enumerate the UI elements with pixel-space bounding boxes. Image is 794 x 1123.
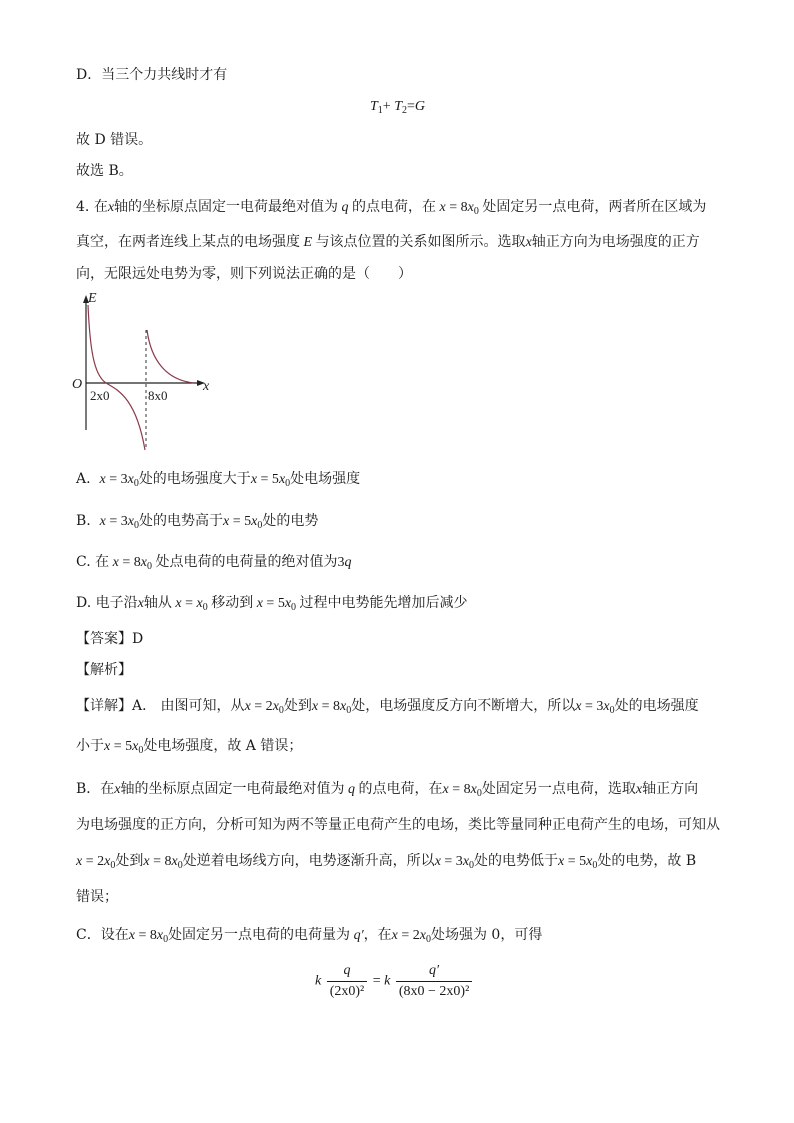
- explanation-line-6: 错误；: [76, 889, 118, 905]
- fraction-right: $\frac{q'}{\text{(8x0 − 2x0)²}}$: [396, 963, 472, 1000]
- question-4-line-2: 真空，在两者连线上某点的电场强度 E 与该点位置的关系如图所示。选取x轴正方向为电场强度的正方: [76, 234, 700, 250]
- explanation-line-3: B．在x轴的坐标原点固定一电荷最绝对值为 q 的点电荷，在$x = 8x_0$处固定另一点电荷，选取x轴正方向: [76, 781, 699, 799]
- option-c: C. 在 $x = 8x_0$ 处点电荷的电荷量的绝对值为3q: [76, 554, 352, 572]
- analysis-label: 【解析】: [76, 662, 132, 678]
- answer-label: 【答案】D: [76, 631, 144, 647]
- explanation-line-7: C．设在$x = 8x_0$处固定另一点电荷的电荷量为 q′，在$x = 2x_0$处场强为 0，可得: [76, 927, 543, 945]
- explanation-line-1: 【详解】A． 由图可知，从$x = 2x_0$处到$x = 8x_0$处，电场强度反方向不断增大，所以$x = 3x_0$处的电场强度: [76, 698, 699, 716]
- question-4-line-3: 向，无限远处电势为零，则下列说法正确的是（ ）: [76, 266, 412, 282]
- field-balance-formula: k $\frac{q}{\text{(2x0)²}}$ = k $\frac{q'}{\text{(8x0 − 2x0)²}}$: [315, 963, 474, 1000]
- tick-8x0: 8x0: [148, 388, 168, 403]
- explanation-line-2: 小于$x = 5x_0$处电场强度，故 A 错误；: [76, 738, 303, 756]
- option-d: D. 电子沿x轴从 $x = x_0$ 移动到 $x = 5x_0$ 过程中电势能先增加后减少: [76, 595, 468, 613]
- question-4-line-1: 4. 在x轴的坐标原点固定一电荷最绝对值为 q 的点电荷，在 $x = 8x_0$ 处固定另一点电荷，两者所在区域为: [76, 199, 707, 217]
- d-wrong-text: 故 D 错误。: [76, 132, 153, 148]
- explanation-line-4: 为电场强度的正方向，分析可知为两不等量正电荷产生的电场，类比等量同种正电荷产生的电场，可知从: [76, 817, 720, 833]
- option-a: A. $x = 3x_0$处的电场强度大于$x = 5x_0$处电场强度: [76, 471, 361, 489]
- option-d-note: D．当三个力共线时才有: [76, 67, 228, 83]
- curve-left: [88, 305, 145, 450]
- origin-label: O: [72, 377, 83, 392]
- y-label: E: [88, 291, 97, 306]
- curve-right: [147, 330, 194, 383]
- equation-tension: $T_1+ T_2=G$: [370, 99, 426, 116]
- e-x-graph: [66, 290, 226, 455]
- fraction-left: $\frac{q}{\text{(2x0)²}}$: [327, 963, 368, 1000]
- choose-b-text: 故选 B。: [76, 163, 133, 179]
- tick-2x0: 2x0: [90, 388, 110, 403]
- explanation-line-5: $x = 2x_0$处到$x = 8x_0$处逆着电场线方向，电势逐渐升高，所以$x = 3x_0$处的电势低于$x = 5x_0$处的电势，故 B: [76, 853, 697, 871]
- option-b: B. $x = 3x_0$处的电势高于$x = 5x_0$处的电势: [76, 513, 319, 531]
- x-label: x: [203, 379, 210, 394]
